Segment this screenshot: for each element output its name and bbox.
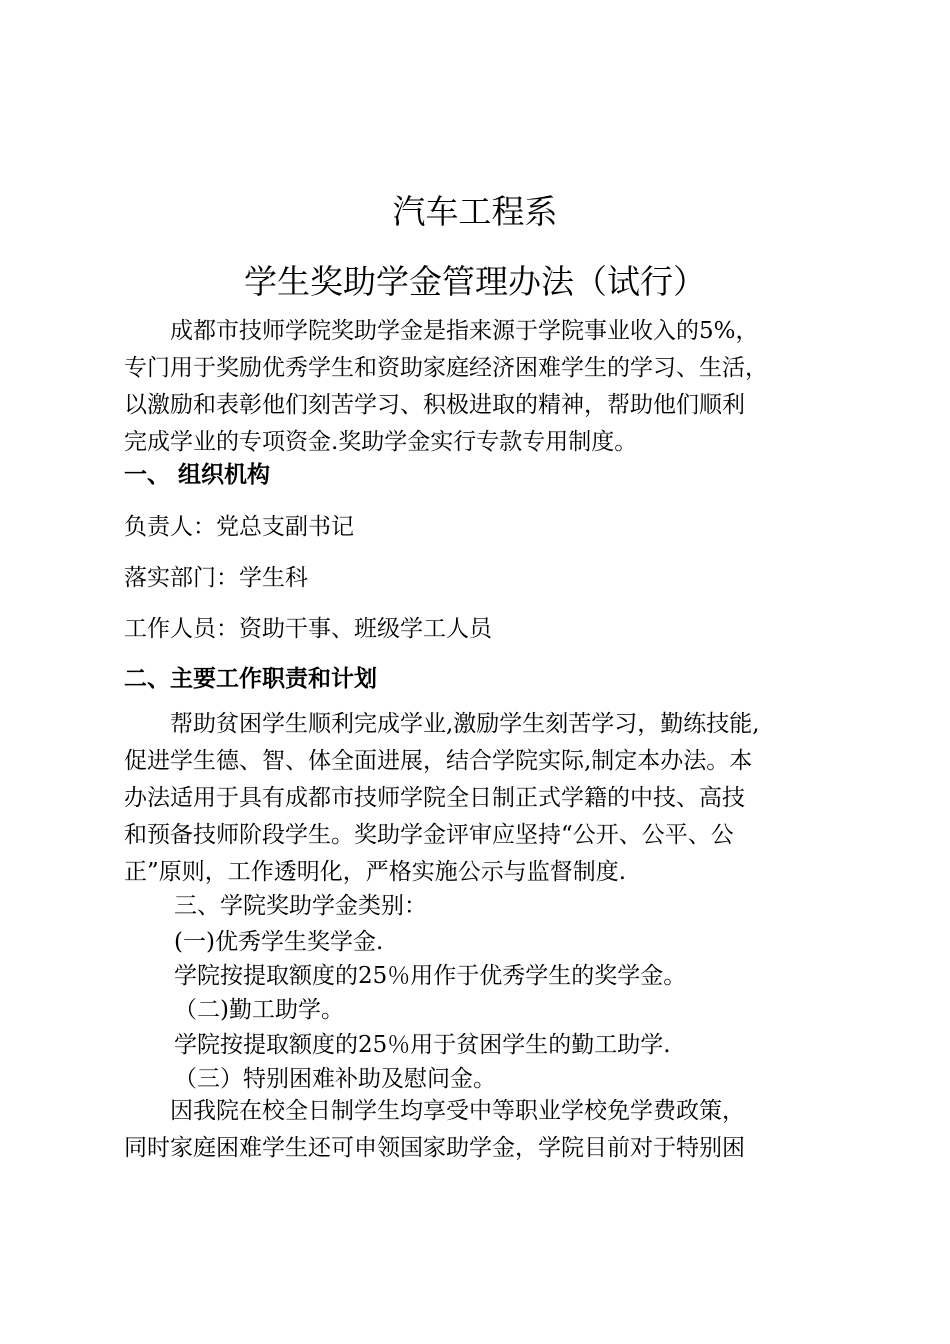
category-item: (一)优秀学生奖学金.: [174, 929, 384, 955]
duties-paragraph: [124, 706, 824, 891]
category-item: （二)勤工助学。: [174, 997, 344, 1023]
duties-line: 正”原则，工作透明化，严格实施公示与监督制度.: [124, 859, 627, 885]
document-title-main: 学生奖助学金管理办法（试行）: [244, 262, 706, 301]
section-heading-categories: 三、学院奖助学金类别：: [174, 893, 427, 919]
document-title-department: 汽车工程系: [392, 192, 558, 231]
duties-line: 办法适用于具有成都市技师学院全日制正式学籍的中技、高技: [124, 785, 745, 811]
duties-line: 促进学生德、智、体全面进展，结合学院实际,制定本办法。本: [124, 748, 753, 774]
intro-line: 以激励和表彰他们刻苦学习、积极进取的精神，帮助他们顺利: [124, 392, 745, 418]
hardship-line: 因我院在校全日制学生均享受中等职业学校免学费政策，: [124, 1098, 745, 1124]
duties-line: 和预备技师阶段学生。奖助学金评审应坚持“公开、公平、公: [124, 822, 734, 848]
category-item: 学院按提取额度的25％用于贫困学生的勤工助学.: [174, 1032, 671, 1058]
duties-line: 帮助贫困学生顺利完成学业,激励学生刻苦学习，勤练技能,: [124, 711, 760, 737]
intro-line: 完成学业的专项资金.奖助学金实行专款专用制度。: [124, 429, 638, 455]
org-responsible-person: 负责人：党总支副书记: [124, 514, 354, 540]
intro-line: 专门用于奖励优秀学生和资助家庭经济困难学生的学习、生活，: [124, 355, 768, 381]
intro-line: 成都市技师学院奖助学金是指来源于学院事业收入的5%，: [124, 318, 759, 344]
section-heading-duties: 二、主要工作职责和计划: [124, 666, 377, 692]
category-item: 学院按提取额度的25％用作于优秀学生的奖学金。: [174, 963, 687, 989]
hardship-line: 同时家庭困难学生还可申领国家助学金，学院目前对于特别困: [124, 1135, 745, 1161]
section-heading-organization: 一、 组织机构: [124, 462, 271, 488]
hardship-paragraph: [124, 1093, 824, 1167]
org-department: 落实部门：学生科: [124, 565, 308, 591]
org-staff: 工作人员：资助干事、班级学工人员: [124, 616, 492, 642]
intro-paragraph: [124, 313, 824, 461]
category-item: （三）特别困难补助及慰问金。: [174, 1066, 496, 1092]
